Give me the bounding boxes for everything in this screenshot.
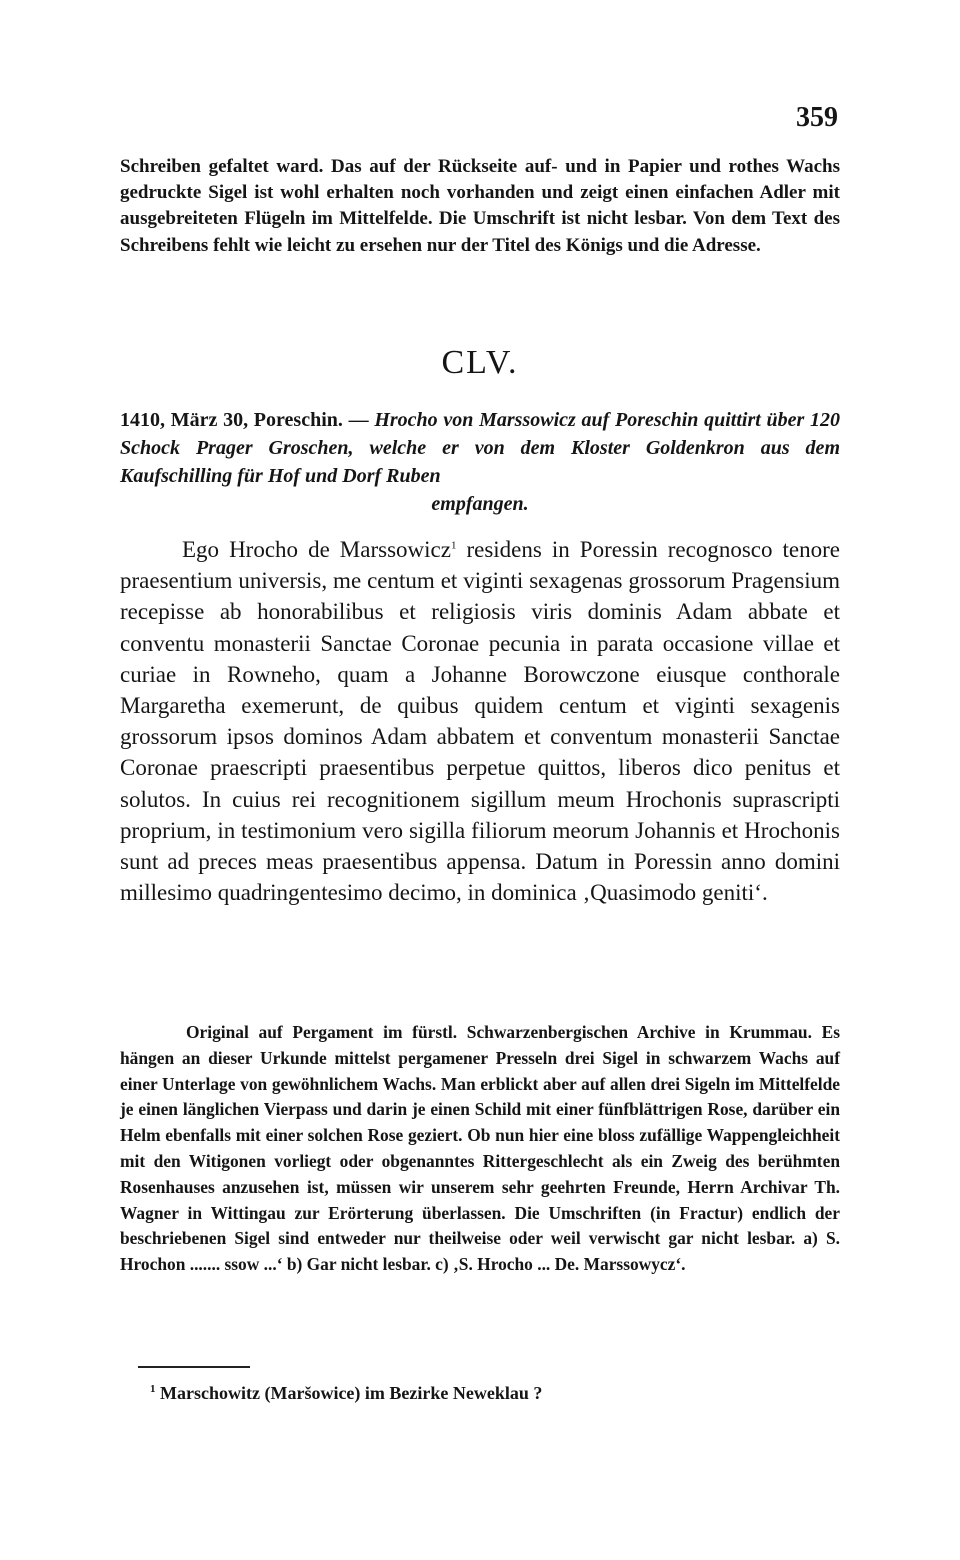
footnote-text: Marschowitz (Maršowice) im Bezirke Neweklau ? bbox=[155, 1383, 543, 1403]
page-number: 359 bbox=[796, 102, 838, 133]
footnote-divider bbox=[138, 1366, 250, 1368]
charter-text-body: residens in Poressin recognosco tenore praesentium universis, me centum et viginti sexagenas grossorum Pragensium recepisse ab honorabilibus et religiosis viris dominis Adam abbate et conventu monasterii Sanctae Coronae pecunia in parata occasione villae et curiae in Rowneho, quam a Johanne Borowczone eiusque conthorale Margaretha exemerunt, de quibus quidem centum et viginti sexagenis grossorum ipsos dominos Adam abbatem et conventum monasterii Sanctae Coronae praescripti praesentibus perpetue quittos, liberos dico penitus et solutos. In cuius rei recognitionem sigillum meum Hrochonis suprascripti proprium, in testimonium vero sigilla filiorum meorum Johannis et Hrochonis sunt ad preces meas praesentibus appensa. Datum in Poressin anno domini millesimo quadringentesimo decimo, in dominica ‚Quasimodo geniti‘. bbox=[120, 537, 840, 906]
intro-paragraph: Schreiben gefaltet ward. Das auf der Rückseite auf- und in Papier und rothes Wachs gedruckte Sigel ist wohl erhalten noch vorhanden und zeigt einen einfachen Adler mit ausgebreiteten Flügeln im Mittelfelde. Die Umschrift ist nicht lesbar. Von dem Text des Schreibens fehlt wie leicht zu ersehen nur der Titel des Königs und die Adresse. bbox=[120, 156, 840, 256]
charter-text bbox=[120, 534, 840, 908]
document-heading: CLV. bbox=[441, 344, 519, 381]
regest-date: 1410, März 30, Poreschin. bbox=[120, 409, 343, 431]
footnote bbox=[150, 1380, 850, 1406]
regest-summary: Hrocho von Marssowicz auf Poreschin quittirt über 120 Schock Prager Groschen, welche er von dem Kloster Goldenkron aus dem Kaufschilling für Hof und Dorf Ruben bbox=[120, 409, 841, 487]
regest-summary-end: empfangen. bbox=[431, 493, 529, 515]
regest-block bbox=[120, 406, 840, 518]
footnote-reference: 1 bbox=[450, 539, 457, 552]
regest-dash: — bbox=[342, 409, 375, 431]
archival-note: Original auf Pergament im fürstl. Schwarzenbergischen Archive in Krummau. Es hängen an dieser Urkunde mittelst pergamener Presseln drei Sigel in schwarzem Wachs auf einer Unterlage von gewöhnlichem Wachs. Man erblickt aber auf allen drei Sigeln im Mittelfelde je einen länglichen Vierpass und darin je einen Schild mit einer fünfblättrigen Rose, darüber ein Helm ebenfalls mit einer solchen Rose geziert. Ob nun hier eine bloss zufällige Wappengleichheit mit den Witigonen vorliegt oder obgenanntes Rittergeschlecht als ein Zweig des berühmten Rosenhauses anzusehen ist, müssen wir unserem sehr geehrten Freunde, Herrn Archivar Th. Wagner in Wittingau zur Erörterung überlassen. Die Umschriften (in Fractur) endlich der beschriebenen Sigel sind entweder nur theilweise oder weil verwischt gar nicht lesbar. a) S. Hrochon ....... ssow ...‘ b) Gar nicht lesbar. c) ‚S. Hrocho ... De. Marssowycz‘. bbox=[120, 1022, 840, 1275]
charter-text-start: Ego Hrocho de Marssowicz bbox=[182, 537, 451, 562]
footnote-marker: 1 bbox=[150, 1383, 156, 1395]
